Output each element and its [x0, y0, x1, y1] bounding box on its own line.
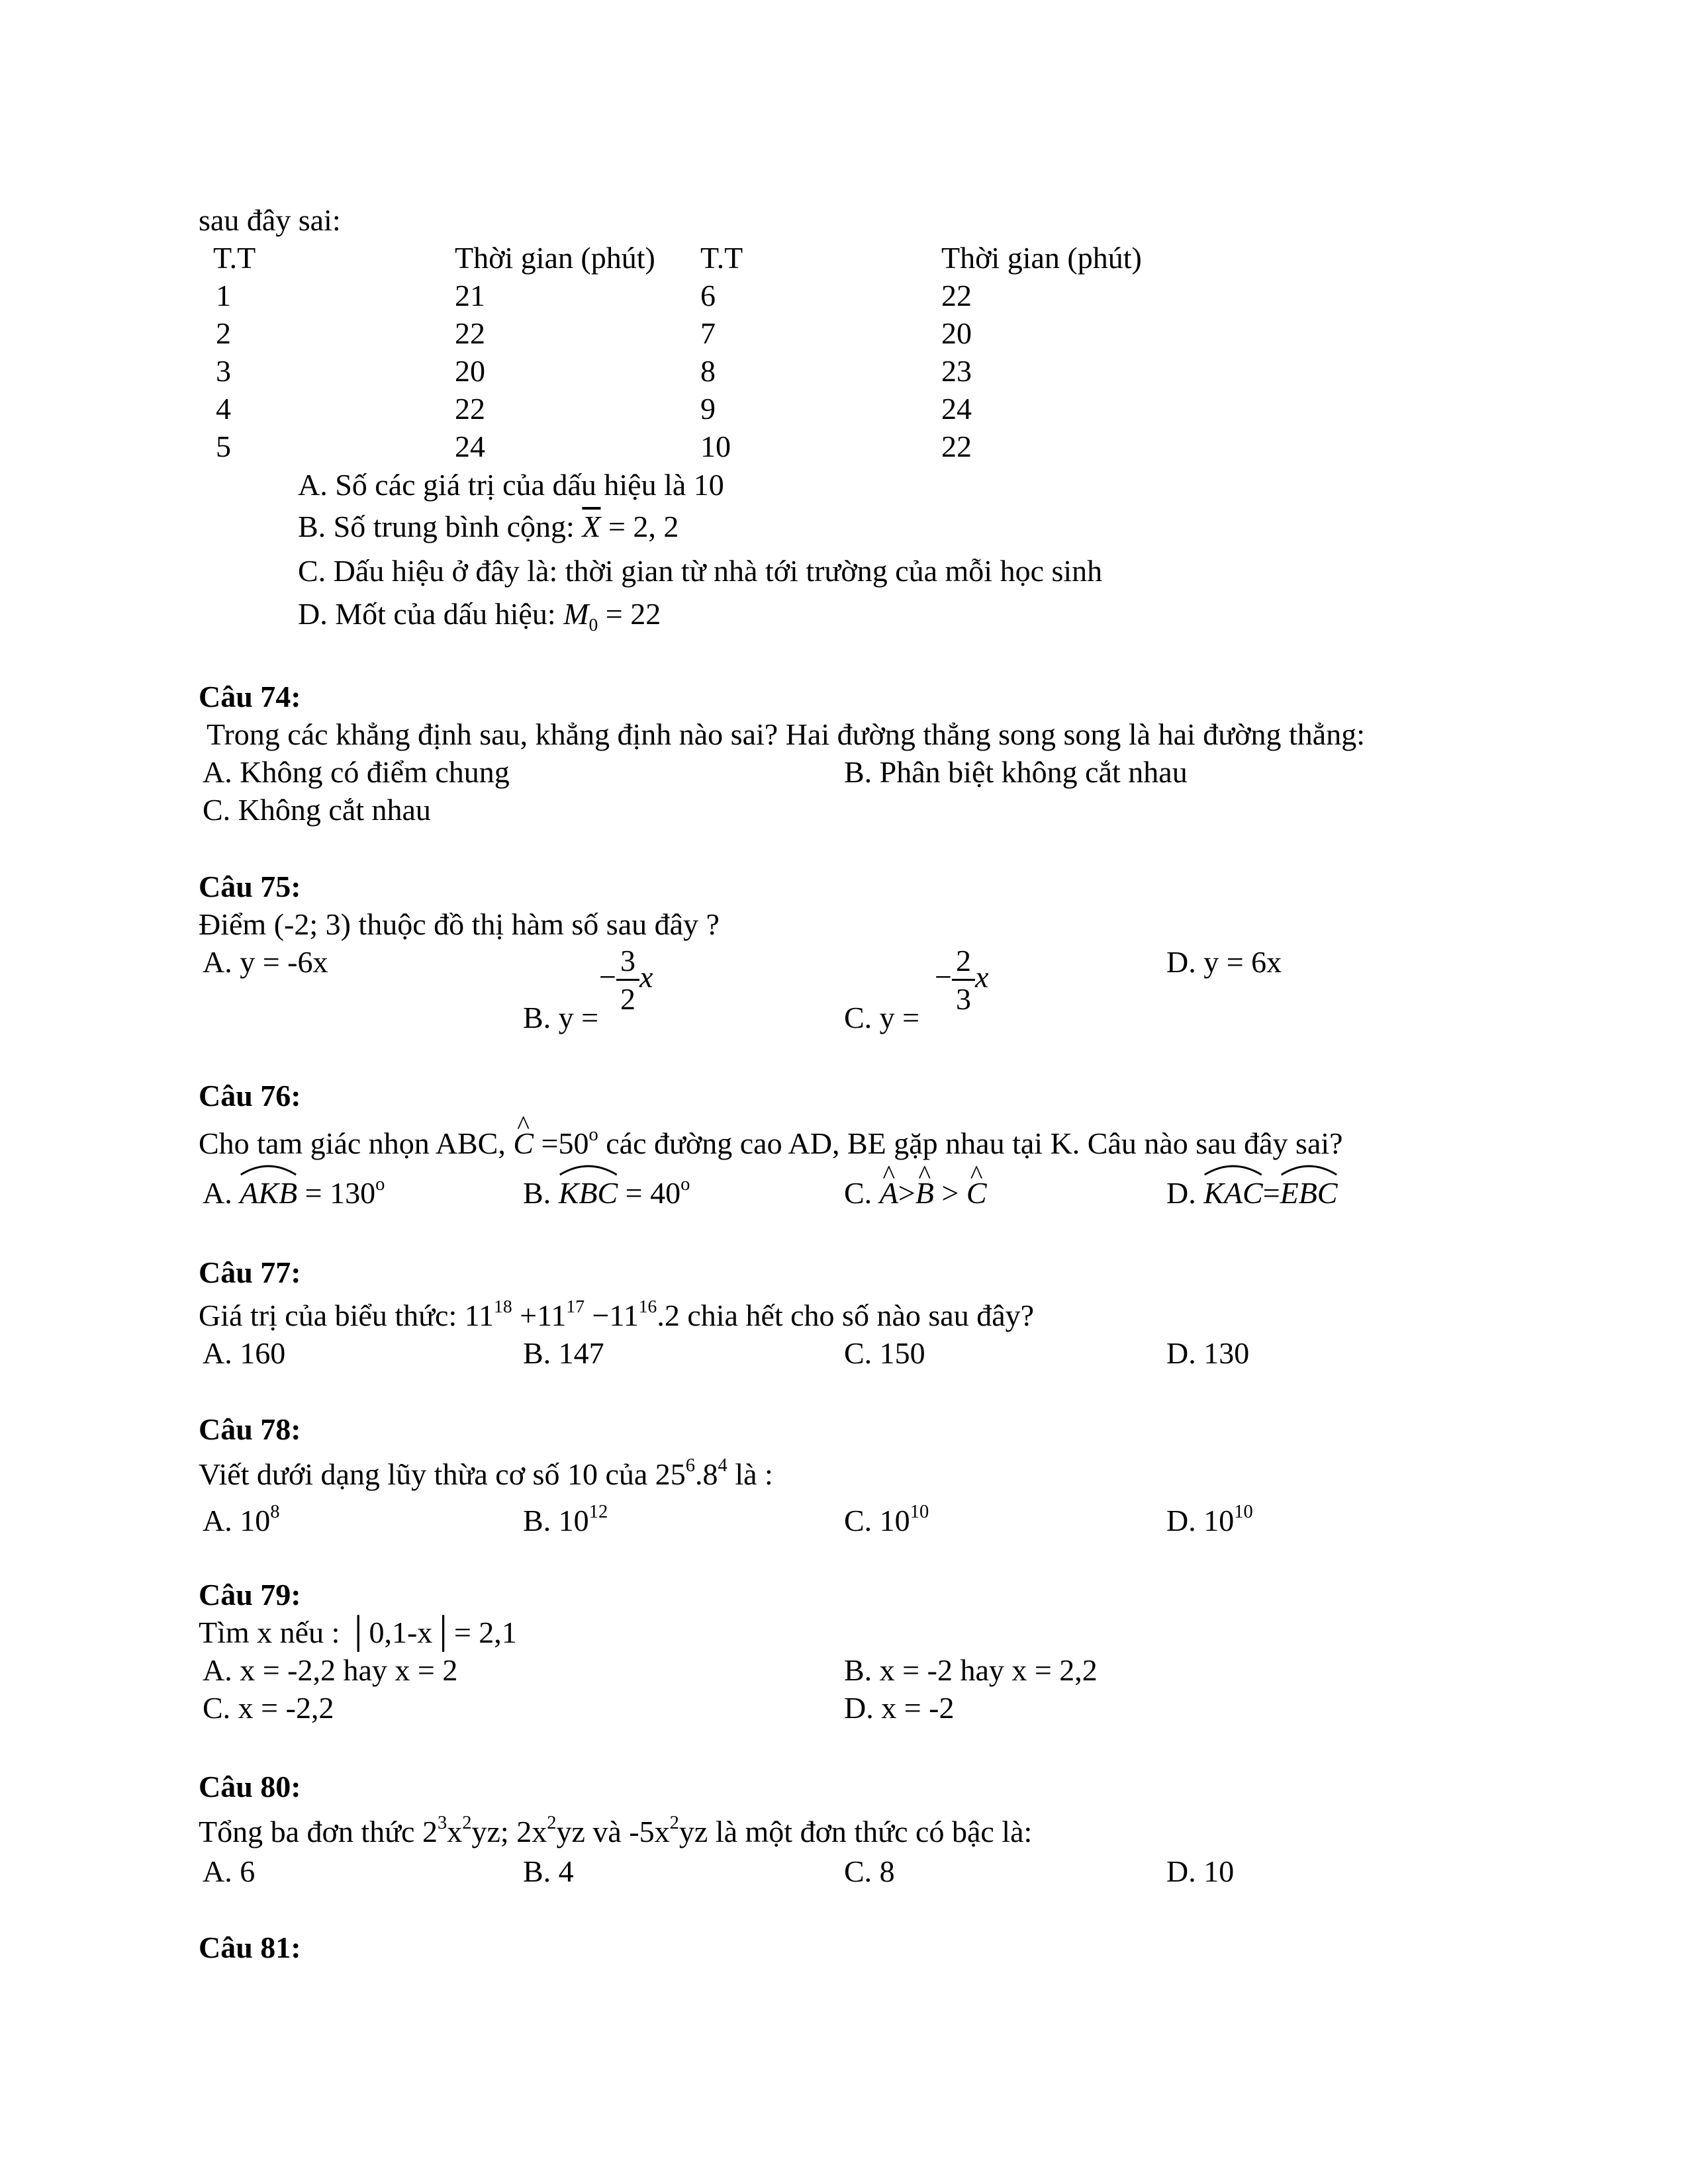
- q75-title: Câu 75:: [199, 870, 301, 903]
- equals-sign: =: [1262, 1176, 1280, 1210]
- q80-text-part: yz và -5x: [556, 1815, 670, 1848]
- q77-text-prefix: Giá trị của biểu thức:: [199, 1298, 465, 1332]
- q79-text: Tìm x nếu : │0,1-x│= 2,1: [199, 1615, 517, 1649]
- q77-title: Câu 77:: [199, 1255, 301, 1289]
- q80-option-a: A. 6: [203, 1854, 256, 1888]
- table-cell: 20: [941, 316, 972, 350]
- table-cell: 21: [455, 279, 485, 312]
- minus-sign: −: [599, 960, 616, 994]
- q76-text: [199, 1125, 1343, 1161]
- q73-option-d: [298, 596, 661, 635]
- minus-sign: −: [935, 960, 952, 994]
- q75-option-b-label: B. y =: [523, 1001, 599, 1034]
- degree-symbol: o: [680, 1173, 690, 1195]
- table-cell: 23: [941, 354, 972, 388]
- arc-kbc-label: KBC: [558, 1176, 618, 1210]
- q80-option-b: B. 4: [523, 1854, 574, 1888]
- table-header-time-2: Thời gian (phút): [941, 241, 1142, 275]
- power-exponent: 6: [685, 1455, 696, 1476]
- q78-title: Câu 78:: [199, 1412, 301, 1446]
- q78-option-c: [844, 1502, 929, 1539]
- q73-option-b-value: = 2, 2: [608, 510, 679, 543]
- fraction-denominator: 2: [620, 982, 635, 1017]
- q78-option-d-base: D. 10: [1166, 1504, 1235, 1537]
- q75-option-c-fraction: [935, 942, 988, 1017]
- arc-kbc: [559, 1175, 618, 1211]
- q73-option-c: C. Dấu hiệu ở đây là: thời gian từ nhà tới trường của mỗi học sinh: [298, 554, 1103, 588]
- q73-option-d-value: = 22: [605, 597, 661, 631]
- power-exponent: 18: [494, 1295, 512, 1316]
- table-cell: 7: [700, 316, 716, 350]
- q76-option-b-value: = 40: [618, 1176, 681, 1210]
- table-cell: 1: [216, 279, 231, 312]
- q76-option-b: [523, 1175, 690, 1211]
- q78-text-mid: .8: [695, 1457, 718, 1491]
- q74-option-c: C. Không cắt nhau: [203, 793, 431, 827]
- power-exponent: 2: [669, 1812, 679, 1833]
- q78-option-d: [1166, 1502, 1253, 1539]
- q79-option-c: C. x = -2,2: [203, 1691, 334, 1725]
- q78-option-a-base: A. 10: [203, 1504, 271, 1537]
- q80-text-part: Tổng ba đơn thức 2: [199, 1815, 438, 1848]
- table-cell: 22: [941, 279, 972, 312]
- q80-text-part: yz là một đơn thức có bậc là:: [679, 1815, 1033, 1848]
- power-exponent: 10: [1234, 1501, 1253, 1522]
- fraction: [616, 942, 639, 1017]
- table-cell: 9: [700, 392, 716, 426]
- q78-text-prefix: Viết dưới dạng lũy thừa cơ số 10 của 25: [199, 1457, 686, 1491]
- q77-option-b: B. 147: [523, 1336, 604, 1370]
- q78-option-c-base: C. 10: [844, 1504, 910, 1537]
- table-cell: 10: [700, 430, 731, 463]
- q80-text: [199, 1813, 1032, 1850]
- q75-option-d: D. y = 6x: [1166, 945, 1282, 979]
- fraction-denominator: 3: [955, 982, 971, 1017]
- angle-b: ^ B: [915, 1175, 934, 1211]
- table-header-time-1: Thời gian (phút): [455, 241, 655, 275]
- q76-option-a-value: = 130: [297, 1176, 376, 1210]
- q77-option-d: D. 130: [1166, 1336, 1250, 1370]
- q78-text: [199, 1456, 773, 1492]
- intro-text: sau đây sai:: [199, 203, 341, 237]
- q76-option-d-label: D.: [1166, 1176, 1196, 1210]
- power-base: 11: [537, 1298, 567, 1332]
- q80-option-d: D. 10: [1166, 1854, 1235, 1888]
- q79-option-d: D. x = -2: [844, 1691, 955, 1725]
- q76-text-rest: các đường cao AD, BE gặp nhau tại K. Câu nào sau đây sai?: [598, 1126, 1343, 1160]
- fraction: [952, 942, 975, 1017]
- q80-title: Câu 80:: [199, 1770, 301, 1803]
- table-cell: 6: [700, 279, 716, 312]
- q81-title: Câu 81:: [199, 1931, 301, 1964]
- q76-option-c-label: C.: [844, 1176, 872, 1210]
- q77-multiplier: .2: [657, 1298, 680, 1332]
- degree-symbol: o: [375, 1173, 385, 1195]
- q73-option-a: A. Số các giá trị của dấu hiệu là 10: [298, 468, 724, 502]
- q76-angle-value: =50: [534, 1126, 589, 1160]
- angle-c: ^ C: [513, 1125, 534, 1161]
- q79-title: Câu 79:: [199, 1578, 301, 1612]
- power-exponent: 3: [437, 1812, 447, 1833]
- variable-x: x: [974, 960, 989, 994]
- q77-option-a: A. 160: [203, 1336, 286, 1370]
- fraction-numerator: 2: [952, 942, 975, 981]
- q74-text: Trong các khẳng định sau, khẳng định nào sai? Hai đường thẳng song song là hai đường thẳng:: [207, 717, 1365, 751]
- variable-x: x: [639, 960, 653, 994]
- power-exponent: 4: [718, 1455, 727, 1476]
- q74-title: Câu 74:: [199, 680, 301, 713]
- table-cell: 4: [216, 392, 231, 426]
- table-header-tt-2: T.T: [700, 241, 743, 275]
- table-cell: 20: [455, 354, 485, 388]
- q79-option-a: A. x = -2,2 hay x = 2: [203, 1653, 458, 1687]
- q75-option-c-label: C. y =: [844, 1001, 920, 1034]
- arc-akb-label: AKB: [240, 1176, 298, 1210]
- arc-ebc-label: EBC: [1280, 1176, 1338, 1210]
- greater-than: >: [933, 1176, 966, 1210]
- mode-symbol: M: [563, 597, 589, 631]
- q78-option-b: [523, 1502, 608, 1539]
- table-header-tt-1: T.T: [213, 241, 256, 275]
- table-cell: 24: [455, 430, 485, 463]
- arc-ebc: [1280, 1175, 1338, 1211]
- power-exponent: 16: [638, 1295, 657, 1316]
- power-exponent: 17: [566, 1295, 585, 1316]
- q76-option-a: [203, 1175, 385, 1211]
- q76-title: Câu 76:: [199, 1079, 301, 1113]
- table-cell: 3: [216, 354, 231, 388]
- arc-kac: [1203, 1175, 1262, 1211]
- q80-text-part: yz; 2x: [471, 1815, 547, 1848]
- mean-symbol: $\overline{X}$: [582, 510, 601, 543]
- q76-option-a-label: A.: [203, 1176, 232, 1210]
- q77-text-suffix: chia hết cho số nào sau đây?: [679, 1298, 1035, 1332]
- q78-text-suffix: là :: [727, 1457, 773, 1491]
- power-base: 11: [609, 1298, 639, 1332]
- q80-option-c: C. 8: [844, 1854, 895, 1888]
- table-cell: 5: [216, 430, 231, 463]
- table-cell: 8: [700, 354, 716, 388]
- angle-a: ^ A: [880, 1175, 898, 1211]
- minus-sign: −: [592, 1298, 610, 1332]
- q73-option-d-label: D. Mốt của dấu hiệu:: [298, 597, 564, 631]
- q74-option-a: A. Không có điểm chung: [203, 755, 510, 789]
- q73-option-b: [298, 508, 679, 545]
- q76-option-d: [1166, 1175, 1338, 1211]
- q74-option-b: B. Phân biệt không cắt nhau: [844, 755, 1188, 789]
- arc-kac-label: KAC: [1203, 1176, 1263, 1210]
- q75-option-a: A. y = -6x: [203, 945, 328, 979]
- table-cell: 2: [216, 316, 231, 350]
- q75-text: Điểm (-2; 3) thuộc đồ thị hàm số sau đây ?: [199, 907, 720, 941]
- angle-c: ^ C: [966, 1175, 987, 1211]
- table-cell: 22: [941, 430, 972, 463]
- mode-subscript: 0: [588, 614, 598, 635]
- power-base: 11: [464, 1298, 494, 1332]
- q79-option-b: B. x = -2 hay x = 2,2: [844, 1653, 1098, 1687]
- table-cell: 22: [455, 392, 485, 426]
- q75-option-b-fraction: [599, 942, 653, 1017]
- q78-option-a: [203, 1502, 280, 1539]
- arc-akb: [240, 1175, 297, 1211]
- table-cell: 22: [455, 316, 485, 350]
- power-exponent: 2: [547, 1812, 557, 1833]
- q76-option-b-label: B.: [523, 1176, 551, 1210]
- power-exponent: 8: [270, 1501, 280, 1522]
- greater-than: >: [898, 1176, 915, 1210]
- power-exponent: 10: [910, 1501, 929, 1522]
- q77-text: [199, 1297, 1034, 1334]
- q76-text-prefix: Cho tam giác nhọn ABC,: [199, 1126, 514, 1160]
- q77-option-c: C. 150: [844, 1336, 925, 1370]
- q78-option-b-base: B. 10: [523, 1504, 589, 1537]
- power-exponent: 2: [462, 1812, 472, 1833]
- table-cell: 24: [941, 392, 972, 426]
- power-exponent: 12: [588, 1501, 608, 1522]
- q80-text-part: x: [447, 1815, 463, 1848]
- degree-symbol: o: [588, 1124, 598, 1145]
- q76-option-c: [844, 1175, 987, 1211]
- plus-sign: +: [520, 1298, 538, 1332]
- fraction-numerator: 3: [616, 942, 639, 981]
- q73-option-b-label: B. Số trung bình cộng:: [298, 510, 583, 543]
